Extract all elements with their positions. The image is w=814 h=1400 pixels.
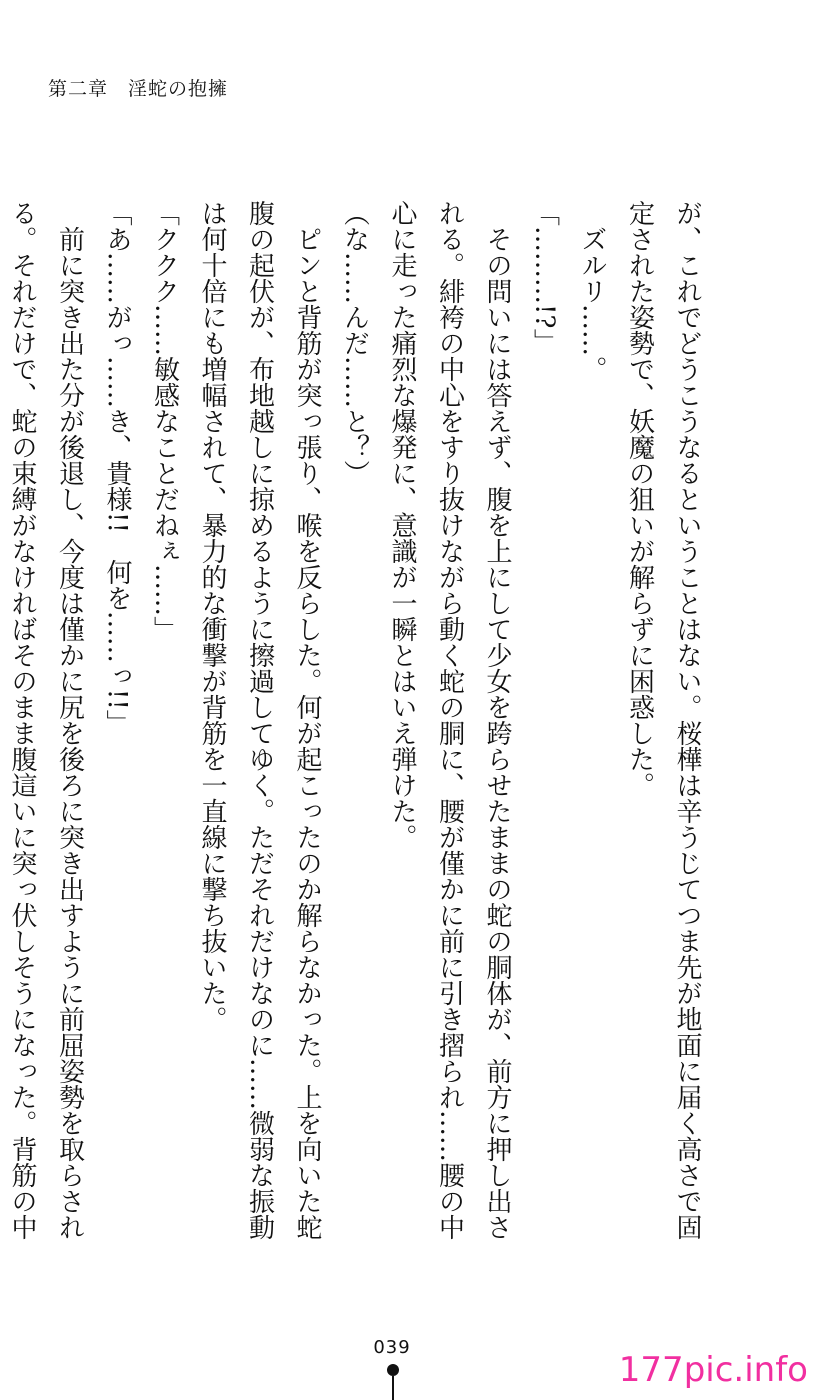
text-line: 定された姿勢で、妖魔の狙いが解らずに困惑した。 [624,200,655,798]
text-line: その問いには答えず、腹を上にして少女を跨らせたままの蛇の胴体が、前方に押し出さ [482,200,512,1240]
vertical-text-body [7,200,710,1240]
text-line: れる。緋袴の中心をすり抜けながら動く蛇の胴に、腰が僅かに前に引き摺られ……腰の中 [434,200,465,1240]
text-line: 前に突き出た分が後退し、今度は僅かに尻を後ろに突き出すように前屈姿勢を取らされ [54,200,85,1240]
text-line: ピンと背筋が突っ張り、喉を反らした。何が起こったのか解らなかった。上を向いた蛇 [292,200,322,1240]
text-line: は何十倍にも増幅されて、暴力的な衝撃が背筋を一直線に撃ち抜いた。 [197,200,227,1032]
text-line: 心に走った痛烈な爆発に、意識が一瞬とはいえ弾けた。 [387,200,417,850]
text-line: ズルリ……。 [577,200,607,382]
text-line: が、これでどうこうなるということはない。桜樺は辛うじてつま先が地面に届く高さで固 [672,200,702,1240]
text-line: 「………!?」 [529,200,560,355]
text-line: 腹の起伏が、布地越しに掠めるように擦過してゆく。ただそれだけなのに……微弱な振動 [244,200,275,1240]
text-line: （な……んだ……と？） [339,200,370,486]
watermark-text: 177pic.info [618,1350,808,1390]
text-line: 「あ……がっ……き、貴様!! 何を……っ!!」 [102,200,132,736]
chapter-header: 第二章 淫蛇の抱擁 [48,78,229,100]
page-marker-dot [387,1364,399,1376]
text-line: 「ククク……敏感なことだねぇ……」 [149,200,180,642]
page-marker-line [392,1376,394,1400]
text-line: る。それだけで、蛇の束縛がなければそのまま腹這いに突っ伏しそうになった。背筋の中 [7,200,37,1240]
page-number: 039 [373,1337,411,1358]
